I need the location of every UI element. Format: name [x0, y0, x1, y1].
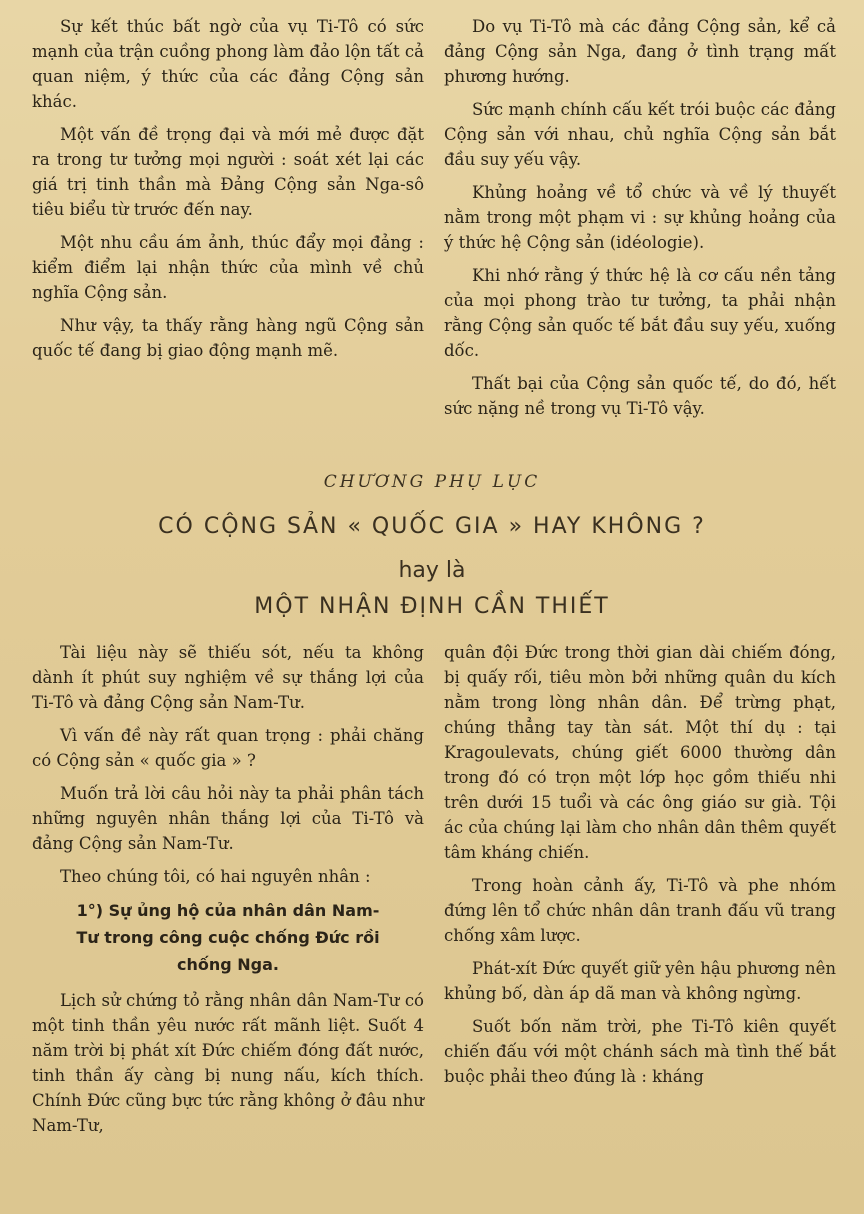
top-right-column	[444, 14, 836, 429]
title-line-2: hay là	[398, 558, 466, 583]
chapter-heading: CHƯƠNG PHỤ LỤC	[323, 472, 541, 492]
paragraph: Một nhu cầu ám ảnh, thúc đẩy mọi đảng : kiểm điểm lại nhận thức của mình về chủ nghĩa Cộng sản.	[32, 233, 424, 302]
paragraph: Trong hoàn cảnh ấy, Ti-Tô và phe nhóm đứng lên tổ chức nhân dân tranh đấu vũ trang chống xâm lược.	[444, 876, 836, 945]
paragraph: Tài liệu này sẽ thiếu sót, nếu ta không dành ít phút suy nghiệm về sự thắng lợi của Ti-Tô và đảng Cộng sản Nam-Tư.	[32, 643, 424, 712]
subheading-line: 1°) Sự ủng hộ của nhân dân Nam-	[76, 901, 380, 920]
top-left-column	[32, 14, 424, 429]
paragraph: Suốt bốn năm trời, phe Ti-Tô kiên quyết chiến đấu với một chánh sách mà tình thế bắt buộc phải theo đúng là : kháng	[444, 1017, 836, 1086]
subheading-line: Tư trong công cuộc chống Đức rồi	[76, 928, 380, 947]
bottom-right-column	[444, 640, 836, 1146]
title-line-1: CÓ CỘNG SẢN « QUỐC GIA » HAY KHÔNG ?	[158, 514, 706, 539]
paragraph: Khi nhớ rằng ý thức hệ là cơ cấu nền tảng của mọi phong trào tư tưởng, ta phải nhận rằng Cộng sản quốc tế bắt đầu suy yếu, xuống dốc.	[444, 266, 836, 360]
title-line-3: MỘT NHẬN ĐỊNH CẦN THIẾT	[254, 594, 610, 619]
subheading-line: chống Nga.	[177, 955, 279, 974]
top-columns	[32, 14, 836, 429]
paragraph: quân đội Đức trong thời gian dài chiếm đóng, bị quấy rối, tiêu mòn bởi những quân du kích nằm trong lòng nhân dân. Để trừng phạt, chúng thẳng tay tàn sát. Một thí dụ : tại Kragoulevats, chúng giết 6000 thường dân trong đó có trọn một lớp học gồm thiếu nhi trên dưới 15 tuổi và các ông giáo sư già. Tội ác của chúng lại làm cho nhân dân thêm quyết tâm kháng chiến.	[444, 643, 836, 862]
paragraph: Khủng hoảng về tổ chức và về lý thuyết nằm trong một phạm vi : sự khủng hoảng của ý thức hệ Cộng sản (idéologie).	[444, 183, 836, 252]
paragraph: Theo chúng tôi, có hai nguyên nhân :	[60, 867, 371, 886]
paragraph: Sự kết thúc bất ngờ của vụ Ti-Tô có sức mạnh của trận cuồng phong làm đảo lộn tất cả quan niệm, ý thức của các đảng Cộng sản khác.	[32, 17, 424, 111]
paragraph: Muốn trả lời câu hỏi này ta phải phân tách những nguyên nhân thắng lợi của Ti-Tô và đảng Cộng sản Nam-Tư.	[32, 784, 424, 853]
paragraph: Một vấn đề trọng đại và mới mẻ được đặt ra trong tư tưởng mọi người : soát xét lại các giá trị tinh thần mà Đảng Cộng sản Nga-sô tiêu biểu từ trước đến nay.	[32, 125, 424, 219]
bottom-left-column	[32, 640, 424, 1146]
paragraph: Lịch sử chứng tỏ rằng nhân dân Nam-Tư có một tinh thần yêu nước rất mãnh liệt. Suốt 4 năm trời bị phát xít Đức chiếm đóng đất nước, tinh thần ấy càng bị nung nấu, kích thích. Chính Đức cũng bực tức rằng không ở đâu như Nam-Tư,	[32, 991, 424, 1135]
section-subheading	[32, 897, 424, 978]
paragraph: Vì vấn đề này rất quan trọng : phải chăng có Cộng sản « quốc gia » ?	[32, 726, 424, 770]
paragraph: Phát-xít Đức quyết giữ yên hậu phương nên khủng bố, dàn áp dã man và không ngừng.	[444, 959, 836, 1003]
paragraph: Như vậy, ta thấy rằng hàng ngũ Cộng sản quốc tế đang bị giao động mạnh mẽ.	[32, 316, 424, 360]
paragraph: Sức mạnh chính cấu kết trói buộc các đảng Cộng sản với nhau, chủ nghĩa Cộng sản bắt đầu suy yếu vậy.	[444, 100, 836, 169]
paragraph: Thất bại của Cộng sản quốc tế, do đó, hết sức nặng nề trong vụ Ti-Tô vậy.	[444, 374, 836, 418]
paragraph: Do vụ Ti-Tô mà các đảng Cộng sản, kể cả đảng Cộng sản Nga, đang ở tình trạng mất phương hướng.	[444, 17, 836, 86]
bottom-columns	[32, 640, 836, 1146]
